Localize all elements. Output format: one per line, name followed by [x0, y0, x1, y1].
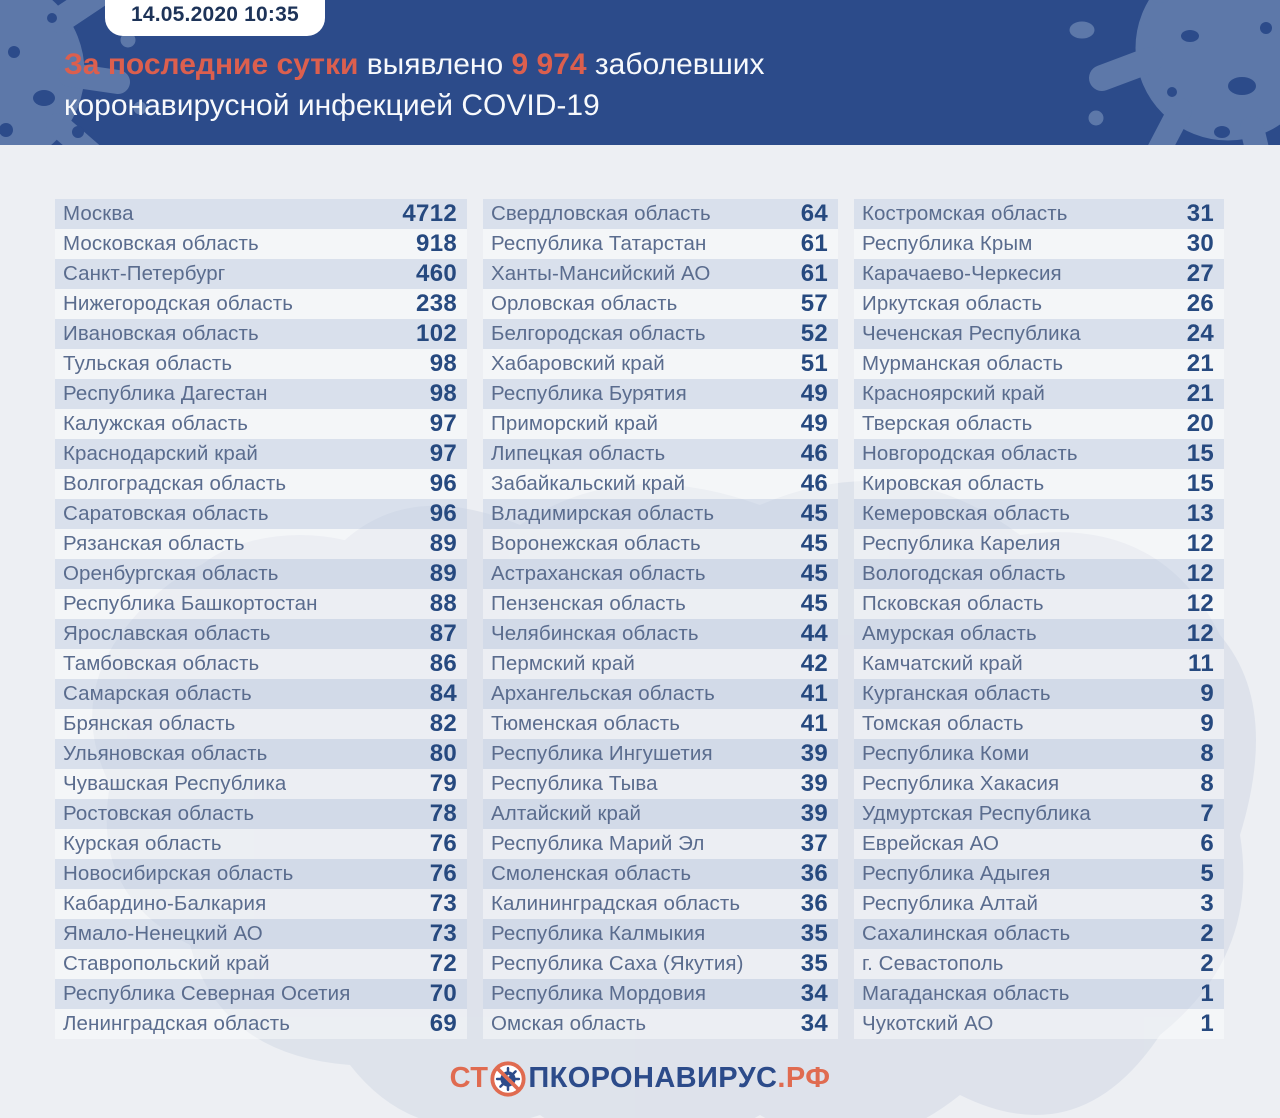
region-value: 3	[1200, 890, 1214, 917]
table-row	[483, 769, 838, 799]
region-column-2	[483, 199, 838, 1039]
region-value: 52	[800, 320, 828, 347]
region-name: Республика Бурятия	[491, 382, 687, 405]
table-row	[55, 499, 467, 529]
table-row	[483, 559, 838, 589]
region-value: 64	[800, 200, 828, 227]
table-row	[483, 919, 838, 949]
region-name: Ростовская область	[63, 802, 255, 825]
region-name: Брянская область	[63, 712, 236, 735]
region-name: Саратовская область	[63, 502, 269, 525]
table-row	[854, 529, 1224, 559]
table-row	[854, 319, 1224, 349]
region-name: Омская область	[491, 1012, 647, 1035]
region-name: Астраханская область	[491, 562, 706, 585]
region-value: 76	[429, 830, 457, 857]
table-row	[55, 709, 467, 739]
region-name: Республика Хакасия	[862, 772, 1060, 795]
table-row	[483, 529, 838, 559]
region-name: Республика Алтай	[862, 892, 1038, 915]
region-name: Удмуртская Республика	[862, 802, 1091, 825]
region-name: Республика Калмыкия	[491, 922, 706, 945]
region-value: 82	[429, 710, 457, 737]
table-row	[483, 739, 838, 769]
region-value: 238	[416, 290, 457, 317]
table-row	[854, 679, 1224, 709]
region-name: Курганская область	[862, 682, 1051, 705]
region-value: 96	[429, 470, 457, 497]
table-row	[854, 649, 1224, 679]
table-row	[55, 649, 467, 679]
region-value: 41	[800, 710, 828, 737]
table-row	[854, 709, 1224, 739]
table-row	[55, 229, 467, 259]
table-row	[483, 889, 838, 919]
table-row	[854, 1009, 1224, 1039]
region-value: 34	[800, 980, 828, 1007]
region-value: 73	[429, 920, 457, 947]
table-row	[55, 289, 467, 319]
region-value: 46	[800, 440, 828, 467]
table-row	[55, 739, 467, 769]
table-row	[55, 379, 467, 409]
region-value: 41	[800, 680, 828, 707]
region-value: 15	[1186, 470, 1214, 497]
headline	[64, 44, 765, 126]
region-value: 89	[429, 560, 457, 587]
region-value: 20	[1186, 410, 1214, 437]
table-row	[55, 949, 467, 979]
region-name: Республика Северная Осетия	[63, 982, 351, 1005]
region-name: Ярославская область	[63, 622, 271, 645]
region-name: Владимирская область	[491, 502, 715, 525]
table-row	[55, 889, 467, 919]
region-name: Костромская область	[862, 202, 1068, 225]
region-name: Красноярский край	[862, 382, 1045, 405]
region-name: Республика Адыгея	[862, 862, 1051, 885]
region-value: 2	[1200, 920, 1214, 947]
region-name: Орловская область	[491, 292, 678, 315]
region-value: 8	[1200, 770, 1214, 797]
region-value: 1	[1200, 980, 1214, 1007]
region-name: Кабардино-Балкария	[63, 892, 267, 915]
region-name: Республика Коми	[862, 742, 1030, 765]
region-name: Оренбургская область	[63, 562, 279, 585]
crossed-virus-icon	[489, 1060, 527, 1098]
region-name: Челябинская область	[491, 622, 699, 645]
region-name: Вологодская область	[862, 562, 1066, 585]
region-name: Приморский край	[491, 412, 659, 435]
region-name: Сахалинская область	[862, 922, 1071, 945]
logo-middle: ПКОРОНАВИРУС	[528, 1062, 778, 1094]
table-row	[483, 469, 838, 499]
table-row	[55, 559, 467, 589]
table-row	[55, 1009, 467, 1039]
table-row	[55, 529, 467, 559]
region-name: г. Севастополь	[862, 952, 1004, 975]
region-name: Забайкальский край	[491, 472, 686, 495]
region-value: 12	[1186, 560, 1214, 587]
table-row	[55, 979, 467, 1009]
table-row	[483, 259, 838, 289]
region-value: 45	[800, 500, 828, 527]
region-column-3	[854, 199, 1224, 1039]
region-name: Пензенская область	[491, 592, 686, 615]
region-name: Новосибирская область	[63, 862, 294, 885]
region-value: 34	[800, 1010, 828, 1037]
region-name: Ленинградская область	[63, 1012, 291, 1035]
region-value: 72	[429, 950, 457, 977]
table-row	[854, 799, 1224, 829]
stopcoronavirus-logo	[450, 1060, 831, 1098]
table-row	[55, 859, 467, 889]
table-row	[854, 589, 1224, 619]
region-name: Магаданская область	[862, 982, 1070, 1005]
region-value: 21	[1186, 380, 1214, 407]
region-name: Республика Крым	[862, 232, 1033, 255]
table-row	[483, 859, 838, 889]
table-row	[854, 229, 1224, 259]
region-value: 918	[416, 230, 457, 257]
region-value: 57	[800, 290, 828, 317]
table-columns	[55, 199, 1225, 1039]
region-name: Ульяновская область	[63, 742, 268, 765]
region-value: 21	[1186, 350, 1214, 377]
table-row	[854, 619, 1224, 649]
table-row	[55, 799, 467, 829]
region-value: 49	[800, 380, 828, 407]
headline-mid: выявлено	[358, 48, 512, 81]
region-name: Калужская область	[63, 412, 248, 435]
region-name: Липецкая область	[491, 442, 666, 465]
region-value: 97	[429, 440, 457, 467]
region-value: 98	[429, 380, 457, 407]
table-row	[483, 589, 838, 619]
headline-highlight: За последние сутки	[64, 48, 359, 81]
region-value: 13	[1186, 500, 1214, 527]
region-value: 45	[800, 560, 828, 587]
region-name: Новгородская область	[862, 442, 1078, 465]
table-row	[55, 589, 467, 619]
region-name: Псковская область	[862, 592, 1044, 615]
region-name: Амурская область	[862, 622, 1037, 645]
region-name: Тамбовская область	[63, 652, 260, 675]
region-name: Москва	[63, 202, 134, 225]
table-row	[854, 379, 1224, 409]
table-row	[483, 829, 838, 859]
region-name: Пермский край	[491, 652, 635, 675]
table-row	[854, 889, 1224, 919]
region-value: 11	[1188, 650, 1214, 677]
table-row	[483, 319, 838, 349]
table-row	[483, 409, 838, 439]
region-value: 8	[1200, 740, 1214, 767]
region-name: Кемеровская область	[862, 502, 1070, 525]
region-name: Чукотский АО	[862, 1012, 994, 1035]
region-column-1	[55, 199, 467, 1039]
region-value: 1	[1200, 1010, 1214, 1037]
table-row	[483, 709, 838, 739]
table-row	[483, 649, 838, 679]
table-row	[854, 439, 1224, 469]
region-value: 61	[800, 260, 828, 287]
region-value: 27	[1186, 260, 1214, 287]
region-value: 39	[800, 770, 828, 797]
logo-prefix: СТ	[449, 1062, 489, 1094]
region-name: Тульская область	[63, 352, 233, 375]
region-name: Республика Марий Эл	[491, 832, 705, 855]
region-name: Алтайский край	[491, 802, 642, 825]
region-name: Санкт-Петербург	[63, 262, 226, 285]
region-value: 86	[429, 650, 457, 677]
table-row	[55, 439, 467, 469]
region-name: Кировская область	[862, 472, 1045, 495]
region-value: 39	[800, 740, 828, 767]
region-value: 26	[1186, 290, 1214, 317]
region-value: 12	[1186, 590, 1214, 617]
table-row	[854, 979, 1224, 1009]
table-row	[854, 949, 1224, 979]
region-value: 45	[800, 530, 828, 557]
region-value: 61	[800, 230, 828, 257]
table-row	[55, 829, 467, 859]
region-name: Еврейская АО	[862, 832, 1000, 855]
region-name: Иркутская область	[862, 292, 1043, 315]
region-name: Республика Башкортостан	[63, 592, 318, 615]
region-value: 98	[429, 350, 457, 377]
region-value: 6	[1200, 830, 1214, 857]
table-row	[483, 799, 838, 829]
region-value: 460	[416, 260, 457, 287]
table-row	[854, 499, 1224, 529]
table-row	[483, 439, 838, 469]
region-name: Краснодарский край	[63, 442, 258, 465]
region-name: Калининградская область	[491, 892, 741, 915]
region-name: Московская область	[63, 232, 259, 255]
timestamp-text: 14.05.2020 10:35	[131, 3, 299, 26]
region-value: 45	[800, 590, 828, 617]
region-name: Тверская область	[862, 412, 1033, 435]
region-name: Смоленская область	[491, 862, 692, 885]
region-value: 102	[416, 320, 457, 347]
region-value: 5	[1200, 860, 1214, 887]
region-value: 46	[800, 470, 828, 497]
table-row	[854, 289, 1224, 319]
table-row	[854, 469, 1224, 499]
region-name: Курская область	[63, 832, 222, 855]
table-row	[55, 199, 467, 229]
footer	[0, 1039, 1280, 1118]
region-name: Камчатский край	[862, 652, 1023, 675]
table-row	[483, 979, 838, 1009]
region-value: 69	[429, 1010, 457, 1037]
table-row	[55, 409, 467, 439]
region-value: 76	[429, 860, 457, 887]
region-name: Ивановская область	[63, 322, 259, 345]
table-row	[854, 199, 1224, 229]
region-value: 49	[800, 410, 828, 437]
table-row	[55, 469, 467, 499]
region-name: Волгоградская область	[63, 472, 287, 495]
table-row	[854, 349, 1224, 379]
region-name: Республика Дагестан	[63, 382, 268, 405]
region-name: Чеченская Республика	[862, 322, 1081, 345]
region-value: 37	[800, 830, 828, 857]
region-name: Тюменская область	[491, 712, 681, 735]
region-value: 7	[1200, 800, 1214, 827]
region-name: Республика Ингушетия	[491, 742, 713, 765]
region-name: Ямало-Ненецкий АО	[63, 922, 263, 945]
region-value: 89	[429, 530, 457, 557]
table-row	[483, 619, 838, 649]
headline-count: 9 974	[511, 48, 587, 81]
region-name: Республика Мордовия	[491, 982, 707, 1005]
region-value: 97	[429, 410, 457, 437]
table-row	[483, 1009, 838, 1039]
region-value: 42	[800, 650, 828, 677]
region-value: 96	[429, 500, 457, 527]
region-value: 31	[1186, 200, 1214, 227]
headline-tail: заболевших	[586, 48, 765, 81]
region-value: 35	[800, 920, 828, 947]
region-name: Рязанская область	[63, 532, 245, 555]
table-row	[854, 919, 1224, 949]
region-name: Чувашская Республика	[63, 772, 287, 795]
region-name: Хабаровский край	[491, 352, 665, 375]
region-name: Воронежская область	[491, 532, 701, 555]
table-row	[483, 289, 838, 319]
timestamp-badge	[105, 0, 325, 36]
region-value: 15	[1186, 440, 1214, 467]
region-name: Ставропольский край	[63, 952, 270, 975]
table-row	[55, 679, 467, 709]
region-value: 12	[1186, 530, 1214, 557]
table-row	[854, 769, 1224, 799]
region-value: 36	[800, 890, 828, 917]
table-row	[483, 349, 838, 379]
region-name: Республика Саха (Якутия)	[491, 952, 744, 975]
region-name: Белгородская область	[491, 322, 706, 345]
region-value: 9	[1200, 710, 1214, 737]
logo-suffix: .РФ	[777, 1062, 831, 1094]
region-name: Ханты-Мансийский АО	[491, 262, 711, 285]
region-name: Республика Татарстан	[491, 232, 707, 255]
table-row	[55, 919, 467, 949]
region-name: Нижегородская область	[63, 292, 293, 315]
region-value: 84	[429, 680, 457, 707]
region-value: 80	[429, 740, 457, 767]
region-value: 30	[1186, 230, 1214, 257]
region-value: 36	[800, 860, 828, 887]
region-name: Мурманская область	[862, 352, 1064, 375]
region-value: 79	[429, 770, 457, 797]
table-row	[483, 499, 838, 529]
region-name: Архангельская область	[491, 682, 715, 705]
table-row	[55, 349, 467, 379]
region-value: 9	[1200, 680, 1214, 707]
table-row	[55, 619, 467, 649]
region-value: 73	[429, 890, 457, 917]
region-value: 51	[800, 350, 828, 377]
table-row	[483, 229, 838, 259]
table-row	[483, 679, 838, 709]
header-banner	[0, 0, 1280, 145]
table-row	[854, 409, 1224, 439]
table-row	[55, 769, 467, 799]
regions-table	[0, 145, 1280, 1039]
region-name: Республика Тыва	[491, 772, 658, 795]
region-value: 4712	[402, 200, 457, 227]
region-name: Самарская область	[63, 682, 252, 705]
table-row	[483, 199, 838, 229]
region-value: 12	[1186, 620, 1214, 647]
table-row	[854, 259, 1224, 289]
headline-line2: коронавирусной инфекцией COVID-19	[64, 89, 600, 122]
table-row	[483, 379, 838, 409]
region-value: 78	[429, 800, 457, 827]
region-value: 35	[800, 950, 828, 977]
table-row	[854, 859, 1224, 889]
region-value: 39	[800, 800, 828, 827]
table-row	[55, 319, 467, 349]
region-name: Карачаево-Черкесия	[862, 262, 1062, 285]
region-value: 87	[429, 620, 457, 647]
region-value: 70	[429, 980, 457, 1007]
region-value: 24	[1186, 320, 1214, 347]
table-row	[854, 739, 1224, 769]
region-name: Республика Карелия	[862, 532, 1061, 555]
table-row	[483, 949, 838, 979]
region-value: 44	[800, 620, 828, 647]
table-row	[854, 559, 1224, 589]
region-value: 2	[1200, 950, 1214, 977]
region-name: Томская область	[862, 712, 1024, 735]
region-value: 88	[429, 590, 457, 617]
table-row	[55, 259, 467, 289]
region-name: Свердловская область	[491, 202, 711, 225]
table-row	[854, 829, 1224, 859]
